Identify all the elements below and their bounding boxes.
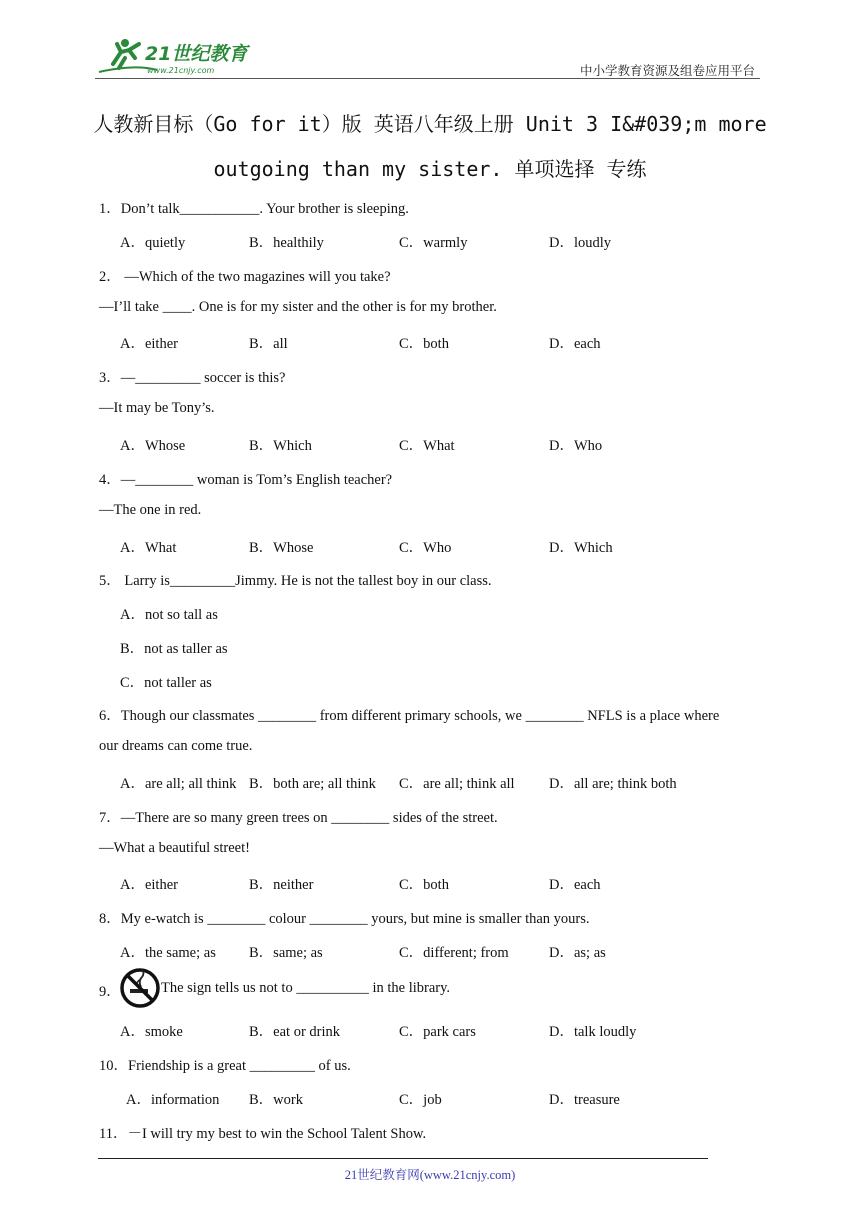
question-6-stem-cont: our dreams can come true. (99, 738, 253, 754)
question-5-option-c: C．not taller as (120, 675, 212, 691)
question-7-option-c: C．both (399, 877, 449, 893)
question-5-option-b: B．not as taller as (120, 641, 228, 657)
question-2-option-a: A．either (120, 336, 178, 352)
question-10-option-b: B．work (249, 1092, 303, 1108)
question-2-stem-cont: —I’ll take ____. One is for my sister and the other is for my brother. (99, 299, 497, 315)
question-3-option-a: A．Whose (120, 438, 186, 454)
question-3-option-c: C．What (399, 438, 455, 454)
question-9-stem: The sign tells us not to __________ in the library. (161, 980, 451, 996)
question-10-option-c: C．job (399, 1092, 442, 1108)
question-3-stem-cont: —It may be Tony’s. (99, 400, 215, 416)
platform-name: 中小学教育资源及组卷应用平台 (579, 63, 755, 78)
question-10-option-d: D．treasure (549, 1092, 620, 1108)
question-9-option-b: B．eat or drink (249, 1024, 341, 1040)
question-1-option-d: D．loudly (549, 235, 612, 251)
question-9-option-a: A．smoke (120, 1024, 183, 1040)
no-smoking-sign-icon (119, 967, 161, 1009)
question-2-option-d: D．each (549, 336, 601, 352)
question-4-option-d: D．Which (549, 540, 613, 556)
question-8-stem: 8．My e-watch is ________ colour ________ yours, but mine is smaller than yours. (99, 911, 590, 927)
logo-url-text: www.21cnjy.com (147, 66, 215, 75)
question-2-stem: 2． —Which of the two magazines will you take? (99, 269, 391, 285)
svg-text:21世纪教育: 21世纪教育 (145, 43, 248, 65)
question-4-stem: 4．—________ woman is Tom’s English teacher? (99, 472, 393, 488)
question-8-option-b: B．same; as (249, 945, 323, 961)
question-4-option-a: A．What (120, 540, 177, 556)
header-divider (95, 78, 760, 79)
question-5-option-a: A．not so tall as (120, 607, 218, 623)
question-7-stem: 7．—There are so many green trees on ________ sides of the street. (99, 810, 498, 826)
question-11-stem: 11．－I will try my best to win the School Talent Show. (99, 1126, 427, 1142)
question-3-stem: 3．—_________ soccer is this? (99, 370, 286, 386)
question-1-option-c: C．warmly (399, 235, 468, 251)
question-10-option-a: A．information (126, 1092, 220, 1108)
footer-divider (98, 1158, 708, 1159)
question-6-option-b: B．both are; all think (249, 776, 376, 792)
question-2-option-c: C．both (399, 336, 449, 352)
question-1-stem: 1．Don’t talk___________. Your brother is sleeping. (99, 201, 409, 217)
question-3-option-b: B．Which (249, 438, 312, 454)
question-4-option-b: B．Whose (249, 540, 314, 556)
question-2-option-b: B．all (249, 336, 288, 352)
question-7-stem-cont: —What a beautiful street! (99, 840, 250, 856)
question-6-stem: 6．Though our classmates ________ from different primary schools, we ________ NFLS is a place where (99, 708, 720, 724)
question-6-option-a: A．are all; all think (120, 776, 237, 792)
question-9-option-c: C．park cars (399, 1024, 476, 1040)
question-1-option-a: A．quietly (120, 235, 186, 251)
question-4-stem-cont: —The one in red. (99, 502, 202, 518)
question-7-option-a: A．either (120, 877, 178, 893)
question-9-number: 9． (99, 984, 121, 1000)
question-10-stem: 10．Friendship is a great _________ of us. (99, 1058, 351, 1074)
document-title-line-2: outgoing than my sister. 单项选择 专练 (213, 157, 647, 181)
question-7-option-d: D．each (549, 877, 601, 893)
question-9-option-d: D．talk loudly (549, 1024, 637, 1040)
question-5-stem: 5． Larry is_________Jimmy. He is not the tallest boy in our class. (99, 573, 492, 589)
question-4-option-c: C．Who (399, 540, 452, 556)
footer-site-link[interactable]: 21世纪教育网(www.21cnjy.com) (344, 1168, 516, 1182)
question-8-option-c: C．different; from (399, 945, 509, 961)
question-8-option-d: D．as; as (549, 945, 606, 961)
question-3-option-d: D．Who (549, 438, 603, 454)
question-6-option-d: D．all are; think both (549, 776, 677, 792)
question-1-option-b: B．healthily (249, 235, 324, 251)
question-7-option-b: B．neither (249, 877, 314, 893)
page-header (95, 34, 760, 78)
question-6-option-c: C．are all; think all (399, 776, 515, 792)
document-title-line-1: 人教新目标（Go for it）版 英语八年级上册 Unit 3 I&#039;m more (93, 112, 767, 136)
question-8-option-a: A．the same; as (120, 945, 216, 961)
site-logo (95, 34, 265, 76)
